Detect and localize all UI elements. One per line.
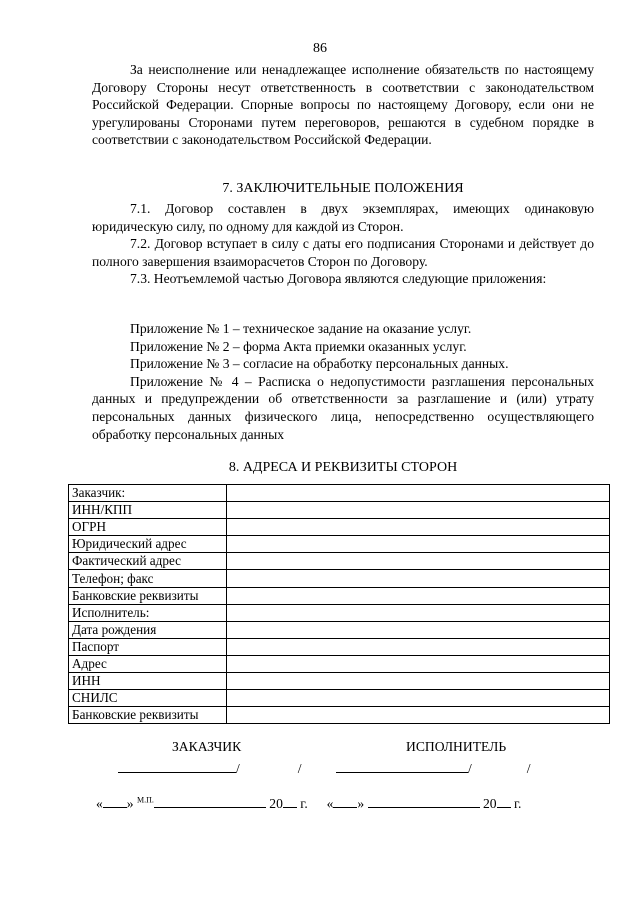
- stamp-place-label: М.П.: [137, 795, 154, 805]
- contractor-signature-blank[interactable]: [336, 758, 468, 773]
- table-row: [69, 570, 610, 587]
- row-value-inn[interactable]: [227, 673, 610, 690]
- day-blank[interactable]: [333, 793, 357, 808]
- row-label-contractor: Исполнитель:: [69, 604, 227, 621]
- row-value-address[interactable]: [227, 655, 610, 672]
- month-blank[interactable]: [154, 793, 266, 808]
- year-blank[interactable]: [497, 793, 511, 808]
- clause-7-2: 7.2. Договор вступает в силу с даты его подписания Сторонами и действует до полного завершения взаиморасчетов Сторон по Договору.: [92, 236, 594, 269]
- liability-paragraph-block: [92, 61, 594, 149]
- customer-signature-title: ЗАКАЗЧИК: [172, 739, 242, 754]
- row-label-inn-kpp: ИНН/КПП: [69, 502, 227, 519]
- table-row: [69, 536, 610, 553]
- slash: /: [468, 761, 472, 776]
- table-row: [69, 502, 610, 519]
- table-row: [69, 707, 610, 724]
- annex-list: [92, 320, 594, 443]
- row-value-birth-date[interactable]: [227, 621, 610, 638]
- liability-paragraph: За неисполнение или ненадлежащее исполнение обязательств по настоящему Договору Стороны несут ответственность в соответствии с законодательством Российской Федерации. Спорные вопросы по настоящему Договору, если они не урегулированы Сторонами путем переговоров, решаются в судебном порядке в соответствии с законодательством Российской Федерации.: [92, 62, 594, 148]
- row-value-actual-address[interactable]: [227, 553, 610, 570]
- row-value-ogrn[interactable]: [227, 519, 610, 536]
- row-value-phone-fax[interactable]: [227, 570, 610, 587]
- row-value-contractor[interactable]: [227, 604, 610, 621]
- year-suffix: г.: [300, 796, 308, 811]
- table-row: [69, 621, 610, 638]
- clause-7-1: 7.1. Договор составлен в двух экземплярах, имеющих одинаковую юридическую силу, по одному для каждой из Сторон.: [92, 201, 594, 234]
- quote-open: «: [96, 796, 103, 811]
- section-7-title: 7. ЗАКЛЮЧИТЕЛЬНЫЕ ПОЛОЖЕНИЯ: [222, 181, 464, 196]
- row-label-legal-address: Юридический адрес: [69, 536, 227, 553]
- contractor-signature-title: ИСПОЛНИТЕЛЬ: [406, 739, 507, 754]
- row-label-customer: Заказчик:: [69, 485, 227, 502]
- row-label-bank-details-customer: Банковские реквизиты: [69, 587, 227, 604]
- row-label-address: Адрес: [69, 655, 227, 672]
- section-7-items: [92, 200, 594, 288]
- table-row: [69, 587, 610, 604]
- contractor-signature-line[interactable]: [336, 758, 531, 777]
- table-row: [69, 673, 610, 690]
- slash: /: [526, 761, 531, 776]
- table-row: [69, 485, 610, 502]
- row-value-bank-details-customer[interactable]: [227, 587, 610, 604]
- table-row: [69, 553, 610, 570]
- row-label-birth-date: Дата рождения: [69, 621, 227, 638]
- date-row: [96, 793, 521, 812]
- day-blank[interactable]: [103, 793, 127, 808]
- table-row: [69, 604, 610, 621]
- table-row: [69, 690, 610, 707]
- row-label-inn: ИНН: [69, 673, 227, 690]
- year-blank[interactable]: [283, 793, 297, 808]
- annex-4: Приложение № 4 – Расписка о недопустимости разглашения персональных данных и предупреждении об ответственности за разглашение и (или) утрату персональных данных физического лица, непосредственно осуществляющего обработку персональных данных: [92, 373, 594, 442]
- requisites-table: [68, 484, 610, 724]
- customer-date[interactable]: [96, 796, 308, 811]
- clause-7-3: 7.3. Неотъемлемой частью Договора являются следующие приложения:: [130, 271, 547, 287]
- table-row: [69, 655, 610, 672]
- quote-close: »: [126, 796, 134, 811]
- row-value-passport[interactable]: [227, 638, 610, 655]
- month-blank[interactable]: [368, 793, 480, 808]
- annex-3: Приложение № 3 – согласие на обработку персональных данных.: [130, 356, 509, 372]
- year-prefix: 20: [482, 796, 497, 811]
- row-label-passport: Паспорт: [69, 638, 227, 655]
- slash: /: [236, 761, 240, 776]
- row-label-phone-fax: Телефон; факс: [69, 570, 227, 587]
- row-value-bank-details-contractor[interactable]: [227, 707, 610, 724]
- page-number: 86: [313, 41, 327, 56]
- quote-close: »: [357, 796, 365, 811]
- quote-open: «: [326, 796, 334, 811]
- row-value-inn-kpp[interactable]: [227, 502, 610, 519]
- row-label-actual-address: Фактический адрес: [69, 553, 227, 570]
- row-value-legal-address[interactable]: [227, 536, 610, 553]
- row-label-snils: СНИЛС: [69, 690, 227, 707]
- year-prefix: 20: [269, 796, 283, 811]
- section-8-title: 8. АДРЕСА И РЕКВИЗИТЫ СТОРОН: [228, 460, 458, 475]
- annex-2: Приложение № 2 – форма Акта приемки оказанных услуг.: [130, 338, 467, 354]
- table-row: [69, 638, 610, 655]
- table-row: [69, 519, 610, 536]
- row-value-customer[interactable]: [227, 485, 610, 502]
- row-value-snils[interactable]: [227, 690, 610, 707]
- row-label-bank-details-contractor: Банковские реквизиты: [69, 707, 227, 724]
- year-suffix: г.: [513, 796, 522, 811]
- contractor-date[interactable]: [327, 796, 522, 811]
- customer-signature-blank[interactable]: [118, 758, 236, 773]
- annex-1: Приложение № 1 – техническое задание на оказание услуг.: [130, 321, 472, 336]
- customer-signature-line[interactable]: [118, 758, 302, 777]
- row-label-ogrn: ОГРН: [69, 519, 227, 536]
- slash: /: [297, 761, 302, 776]
